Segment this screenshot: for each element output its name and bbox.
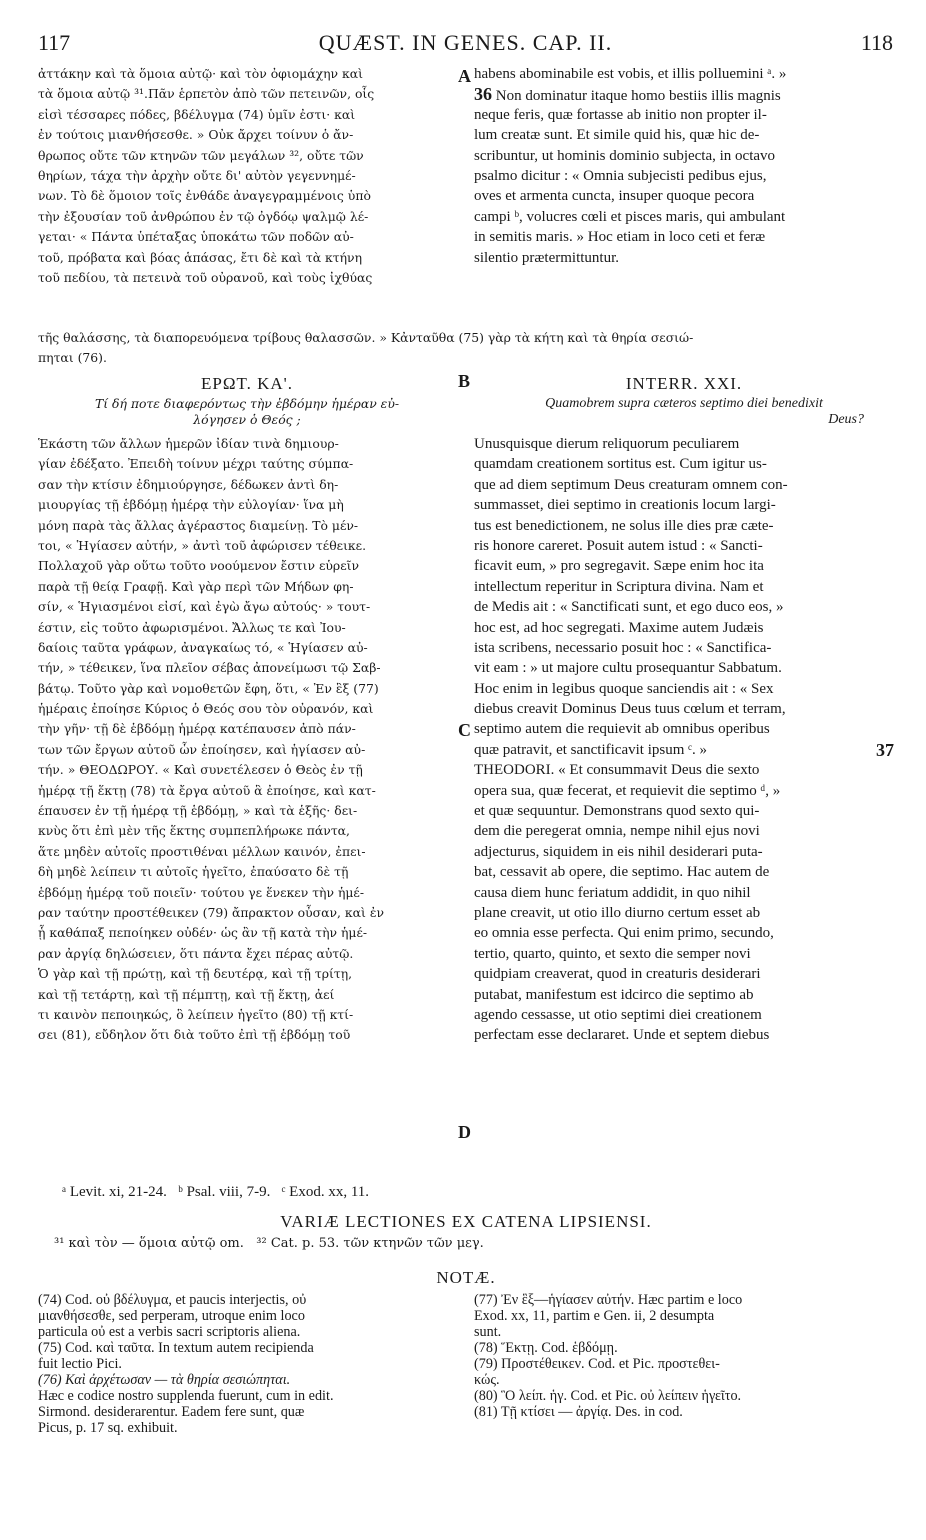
full-width-line: πηται (76).	[38, 350, 107, 365]
text-line: καὶ τῇ τετάρτῃ, καὶ τῇ πέμπτῃ, καὶ τῇ ἕκτῃ, ἀεί	[38, 986, 335, 1002]
question-line: λόγησεν ὁ Θεός ;	[193, 412, 301, 427]
text-line: τοι, « Ἡγίασεν αὐτήν, » ἀντὶ τοῦ ἀφώρισεν τέθεικε.	[38, 537, 367, 553]
note-line: μιανθήσεσθε, sed perperam, utroque enim loco	[38, 1308, 305, 1324]
text-line: τὰ ὅμοια αὐτῷ ³¹.Πᾶν ἑρπετὸν ἀπὸ τῶν πετεινῶν, οἷς	[38, 86, 375, 102]
text-line: γεται· « Πάντα ὑπέταξας ὑποκάτω τῶν ποδῶν αὐ-	[38, 229, 354, 245]
text-line: ἅτε μηδὲν αὐτοῖς προστιθέναι μέλλων καινόν, ἐπει-	[38, 843, 366, 859]
text-line: putabat, manifestum est idcirco die septimo ab	[474, 986, 754, 1003]
text-line: τήν, » τέθεικεν, ἵνα πλεῖον σέβας ἀπονείμωσι τῷ Σαβ-	[38, 660, 381, 676]
question-line: Quamobrem supra cæteros septimo diei benedixit	[545, 396, 823, 411]
note-line: particula οὐ est a verbis sacri scriptoris aliena.	[38, 1324, 301, 1340]
text-line: ἀττάκην καὶ τὰ ὅμοια αὐτῷ· καὶ τὸν ὀφιομάχην καὶ	[38, 66, 363, 81]
text-line: γίαν ἐδέξατο. Ἐπειδὴ τοίνυν μέχρι ταύτης σύμπα-	[38, 456, 354, 472]
text-line: hoc est, ad hoc segregati. Maxime autem Judæis	[474, 619, 764, 636]
text-line: silentio prætermittuntur.	[474, 249, 619, 266]
note-line: sunt.	[474, 1324, 502, 1340]
text-line: habens abominabile est vobis, et illis polluemini ᵃ. »	[474, 66, 787, 82]
text-line: causa diem hunc feriatum addidit, in quo nihil	[474, 884, 751, 901]
note-line: Picus, p. 17 sq. exhibuit.	[38, 1420, 178, 1436]
text-line: in semitis maris. » Hoc etiam in loco ceti et feræ	[474, 229, 766, 246]
text-line: vit eam : » ut majore cultu prosequantur Sabbatum.	[474, 660, 782, 677]
text-line: lum creatæ sunt. Et simile quid his, quæ hic de-	[474, 127, 760, 144]
text-line: ραν ταύτην προστέθεικεν (79) ἄπρακτον οὖσαν, καὶ ἐν	[38, 904, 385, 920]
text-line: Ἑκάστη τῶν ἄλλων ἡμερῶν ἰδίαν τινὰ δημιουρ-	[38, 436, 339, 451]
text-line: de Medis ait : « Sanctificati sunt, et ego duco eos, »	[474, 599, 784, 616]
text-line: et quæ sequuntur. Demonstrans quod sexto qui-	[474, 803, 760, 820]
text-line: ἐν τούτοις μιανθήσεσθε. » Οὐκ ἄρχει τοίνυν ὁ ἄν-	[38, 127, 354, 143]
text-line: perfectam esse declararet. Unde et septem diebus	[474, 1027, 770, 1044]
text-line: ficavit eum, » pro segregavit. Sæpe enim hoc ita	[474, 558, 764, 575]
top-greek-column	[38, 64, 456, 288]
text-line: quamdam creationem sortitus est. Cum igitur us-	[474, 456, 767, 473]
text-line: eo omnia esse perfecta. Qui enim primo, secundo,	[474, 925, 774, 942]
question-greek	[38, 396, 456, 428]
text-line: septimo autem die requievit ab omnibus operibus	[474, 721, 770, 738]
variae-line: ³¹ καὶ τὸν — ὅμοια αὐτῷ om. ³² Cat. p. 53. τῶν κτηνῶν τῶν μεγ.	[54, 1236, 484, 1251]
text-line: μιουργίας τῇ ἑβδόμῃ ἡμέρᾳ τὴν εὐλογίαν· ἵνα μὴ	[38, 497, 344, 513]
text-line: τὴν ἐξουσίαν τοῦ ἀνθρώπου ἐν τῷ ὀγδόῳ ψαλμῷ λέ-	[38, 208, 369, 224]
question-latin	[474, 396, 894, 428]
text-line: σίν, « Ἡγιασμένοι εἰσί, καὶ ἐγὼ ἄγω αὐτούς· » τουτ-	[38, 599, 371, 615]
text-line: έπαυσεν ἐν τῇ ἡμέρᾳ τῇ ἑβδόμῃ, » καὶ τὰ ἑξῆς· δει-	[38, 803, 358, 819]
note-line: Hæc e codice nostro supplenda fuerunt, cum in edit.	[38, 1388, 334, 1404]
variae-title: VARIÆ LECTIONES EX CATENA LIPSIENSI.	[280, 1212, 652, 1231]
text-line: τὴν γῆν· τῇ δὲ ἑβδόμῃ ἡμέρᾳ κατέπαυσεν ἀπὸ πάν-	[38, 721, 356, 737]
text-line: bat, cessavit ab opere, die septimo. Hac autem de	[474, 864, 770, 881]
text-line: psalmo dicitur : « Omnia subjecisti pedibus ejus,	[474, 167, 767, 184]
note-line: fuit lectio Pici.	[38, 1356, 122, 1372]
note-line: Sirmond. desiderarentur. Eadem fere sunt, quæ	[38, 1404, 305, 1420]
note-line: Exod. xx, 11, partim e Gen. ii, 2 desumpta	[474, 1308, 715, 1324]
question-line: Deus?	[828, 412, 864, 427]
note-line: κώς.	[474, 1372, 500, 1388]
notes-left-column	[38, 1292, 456, 1436]
text-line: opera sua, quæ fecerat, et requievit die septimo ᵈ, »	[474, 782, 781, 799]
text-line: ἡμέρᾳ τῇ ἕκτῃ (78) τὰ ἔργα αὐτοῦ ἃ ἐποίησε, καὶ κατ-	[38, 782, 376, 798]
text-line: agendo cessasse, ut otio septimi diei creationem	[474, 1006, 762, 1023]
text-line: ἑβδόμῃ ἡμέρᾳ τοῦ ποιεῖν· τούτου γε ἕνεκεν τὴν ἡμέ-	[38, 884, 365, 900]
full-width-line: τῆς θαλάσσης, τὰ διαπορευόμενα τρίβους θαλασσῶν. » Κἀνταῦθα (75) γὰρ τὰ κήτη καὶ τὰ θηρία σεσιώ-	[38, 330, 694, 345]
text-line: neque feris, quæ fortasse ab initio non propter il-	[474, 106, 767, 123]
top-latin-column	[474, 64, 894, 268]
latin-body-column	[474, 434, 894, 1046]
text-line: έστιν, εἰς τοῦτο ἀφωρισμένοι. Ἄλλως τε καὶ Ἰου-	[38, 619, 346, 635]
text-line: ραν ἀργίᾳ δηλώσειεν, ὅτι πάντα ἔχει πέρας αὐτῷ.	[38, 945, 354, 961]
text-line: τι καινὸν πεποιηκώς, ὃ λείπειν ἡγεῖτο (80) τῇ κτί-	[38, 1006, 354, 1022]
note-line: (74) Cod. οὐ βδέλυγμα, et paucis interjectis, οὐ	[38, 1292, 307, 1308]
note-line: (79) Προστέθεικεν. Cod. et Pic. προστεθει-	[474, 1356, 720, 1372]
note-line: (76) Καὶ ἀρχέτωσαν — τὰ θηρία σεσιώπηται.	[38, 1372, 291, 1388]
note-line: (75) Cod. καὶ ταῦτα. In textum autem recipienda	[38, 1340, 314, 1356]
margin-marker-a: A	[458, 66, 471, 86]
text-line: tus est benedictionem, ne solus ille dies præ cæte-	[474, 517, 774, 534]
text-line: τήν. » ΘΕΟΔΩΡΟΥ. « Καὶ συνετέλεσεν ὁ Θεὸς ἐν τῇ	[38, 762, 363, 778]
text-line: intellectum reperitur in Scriptura divina. Nam et	[474, 578, 764, 595]
text-line: dem die peregerat omnia, nempe nihil ejus novi	[474, 823, 760, 840]
margin-marker-37: 37	[876, 739, 894, 760]
text-line: τοῦ πεδίου, τὰ πετεινὰ τοῦ οὐρανοῦ, καὶ τοὺς ἰχθύας	[38, 269, 373, 285]
note-line: (78) Ἕκτῃ. Cod. ἑβδόμῃ.	[474, 1340, 618, 1356]
text-line: tertio, quarto, quinto, et sexto die semper novi	[474, 945, 751, 962]
text-line: adjecturus, siquidem in eis nihil desiderari puta-	[474, 843, 763, 860]
text-line: Hoc enim in legibus quoque sanciendis ait : « Sex	[474, 680, 774, 697]
text-line: Πολλαχοῦ γὰρ οὕτω τοῦτο νοούμενον ἔστιν εὑρεῖν	[38, 558, 360, 574]
text-line: παρὰ τῇ θείᾳ Γραφῇ. Καὶ γὰρ περὶ τῶν Μήδων φη-	[38, 578, 354, 594]
text-line: quæ patravit, et sanctificavit ipsum ᶜ. » 37	[474, 739, 894, 760]
text-line: oves et armenta cuncta, insuper quoque pecora	[474, 188, 755, 205]
scripture-references: ᵃ Levit. xi, 21-24. ᵇ Psal. viii, 7-9. ᶜ Exod. xx, 11.	[62, 1184, 370, 1200]
margin-marker-36: 36	[474, 84, 492, 105]
page-number-left: 117	[38, 30, 71, 55]
text-line: ᾗ καθάπαξ πεποίηκεν οὐδέν· ὡς ἂν τῇ κατὰ τὴν ἡμέ-	[38, 925, 368, 941]
text-line: scribuntur, ut hominis dominio subjecta, in octavo	[474, 147, 776, 164]
note-line: (80) Ὃ λείπ. ἡγ. Cod. et Pic. οὐ λείπειν ἡγεῖτο.	[474, 1388, 742, 1404]
text-line: μόνη παρὰ τὰς ἄλλας ἀγέραστος διαμείνῃ. Τὸ μέν-	[38, 517, 359, 533]
text-line: τοῦ, πρόβατα καὶ βόας ἁπάσας, ἔτι δὲ καὶ τὰ κτήνη	[38, 249, 362, 265]
running-header	[38, 30, 893, 58]
greek-body-column	[38, 434, 456, 1046]
margin-marker-d: D	[458, 1122, 471, 1142]
text-line: THEODORI. « Et consummavit Deus die sexto	[474, 762, 760, 779]
text-line: ἡμέραις ἐποίησε Κύριος ὁ Θεός σου τὸν οὐρανόν, καὶ	[38, 701, 374, 717]
text-line: Ὁ γὰρ καὶ τῇ πρώτῃ, καὶ τῇ δευτέρᾳ, καὶ τῇ τρίτῃ,	[38, 966, 353, 982]
text-line: των τῶν ἔργων αὐτοῦ ὧν ἐποίησεν, καὶ ἡγίασεν αὐ-	[38, 741, 366, 757]
note-line: (81) Τῇ κτίσει — ἀργίᾳ. Des. in cod.	[474, 1404, 683, 1420]
question-line: Τί δή ποτε διαφερόντως τὴν ἑβδόμην ἡμέραν εὐ-	[94, 396, 400, 411]
text-line: quidpiam creaverat, quod in creaturis desiderari	[474, 966, 761, 983]
page-number-right: 118	[860, 30, 893, 55]
margin-marker-b: B	[458, 371, 471, 391]
text-line: que ad diem septimum Deus creaturam omnem con-	[474, 476, 788, 493]
text-line: θηρίων, τάχα τὴν ἀρχὴν οὔτε δι' αὐτὸν γεγεννημέ-	[38, 167, 356, 183]
text-line: θρωπος οὔτε τῶν κτηνῶν τῶν μεγάλων ³², οὔτε τῶν	[38, 147, 364, 163]
text-line: Unusquisque dierum reliquorum peculiarem	[474, 436, 740, 452]
text-line: ista scribens, necessario posuit hoc : « Sanctifica-	[474, 639, 772, 656]
text-line: εἰσὶ τέσσαρες πόδες, βδέλυγμα (74) ὑμῖν ἐστι· καὶ	[38, 106, 356, 122]
text-line: δαίοις ταῦτα γράφων, ἀναγκαίως τό, « Ἡγίασεν αὐ-	[38, 639, 368, 655]
section-title-latin: INTERR. XXI.	[625, 374, 743, 393]
text-line: δὴ μηδὲ λείπειν τι αὐτοῖς ἡγεῖτο, ἐπαύσατο δὲ τῇ	[38, 864, 349, 880]
text-line: σαν τὴν κτίσιν ἐδημιούργησε, δέδωκεν ἀντὶ δη-	[38, 476, 339, 492]
text-line: diebus creavit Dominus Deus tuus cœlum et terram,	[474, 701, 786, 718]
text-line: σει (81), εὔδηλον ὅτι διὰ τοῦτο ἐπὶ τῇ ἑβδόμῃ τοῦ	[38, 1027, 351, 1043]
note-line: (77) Ἐν ἓξ—ἡγίασεν αὐτήν. Hæc partim e loco	[474, 1292, 743, 1308]
text-line: summasset, diei septimo in creationis locum largi-	[474, 497, 776, 514]
notae-title: NOTÆ.	[436, 1268, 496, 1287]
text-line: campi ᵇ, volucres cœli et pisces maris, qui ambulant	[474, 208, 786, 225]
margin-marker-c: C	[458, 720, 471, 740]
text-line: βάτῳ. Τοῦτο γὰρ καὶ νομοθετῶν ἔφη, ὅτι, « Ἐν ἓξ (77)	[38, 680, 379, 696]
text-line: plane creavit, ut otio illo diurno certum esset ab	[474, 904, 761, 921]
text-line: νων. Τὸ δὲ ὅμοιον τοῖς ἐνθάδε ἀναγεγραμμένοις ὑπὸ	[38, 188, 371, 204]
text-line: ris honore careret. Posuit autem istud : « Sancti-	[474, 537, 763, 554]
section-title-greek: ΕΡΩΤ. ΚΑ'.	[201, 374, 293, 393]
text-line: κνὺς ὅτι ἐπὶ μὲν τῆς ἕκτης συμπεπλήρωκε πάντα,	[38, 823, 350, 839]
running-title: QUÆST. IN GENES. CAP. II.	[318, 30, 613, 55]
notes-right-column	[474, 1292, 894, 1420]
text-line: 36 Non dominatur itaque homo bestiis illis magnis	[474, 84, 781, 105]
